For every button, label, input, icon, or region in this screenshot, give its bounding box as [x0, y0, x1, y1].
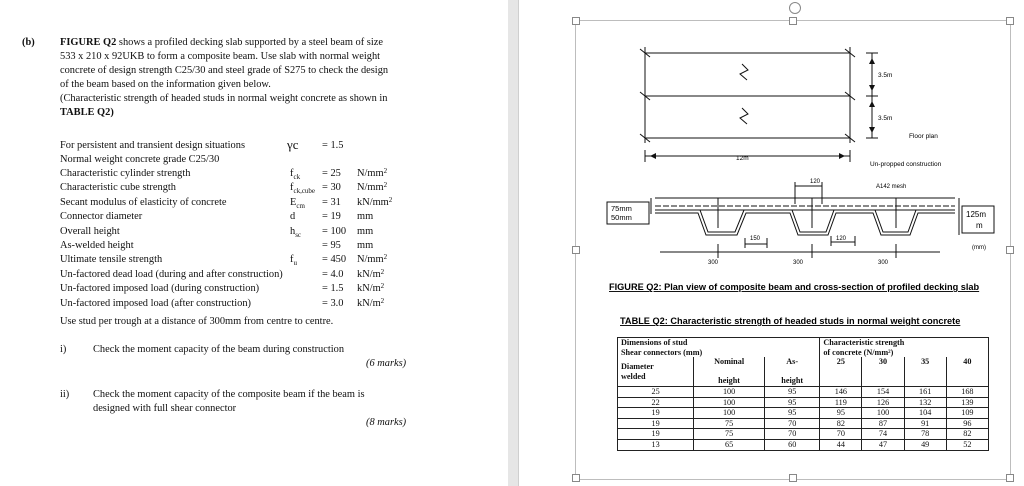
col-height-text: height	[718, 376, 741, 386]
given-unit: mm	[357, 225, 374, 237]
break-mark-1	[740, 64, 748, 80]
total-depth: 125m	[966, 210, 987, 219]
unit-label: (mm)	[972, 245, 986, 251]
table-cell: 146	[820, 386, 862, 397]
table-cell: 91	[904, 418, 946, 429]
grade-40: 40	[946, 357, 988, 386]
table-cell: 78	[904, 429, 946, 440]
total-depth-b: m	[976, 221, 983, 230]
given-symbol: $f_{ck}$	[290, 168, 301, 182]
table-cell: 139	[946, 397, 988, 408]
table-cell: 19	[618, 418, 694, 429]
gamma-c-symbol: γc	[287, 137, 299, 152]
header-strength-text: Characteristic strength	[823, 338, 905, 347]
table-cell: 126	[862, 397, 904, 408]
part-label: (b)	[22, 37, 35, 48]
dim-50mm: 50mm	[611, 213, 632, 222]
given-value: = 1.5	[322, 283, 344, 295]
given-value: = 100	[322, 225, 347, 237]
figure-caption: FIGURE Q2: Plan view of composite beam and cross-section of profiled decking slab	[609, 282, 980, 292]
construction-label: Un-propped construction	[870, 161, 942, 168]
mesh-label: A142 mesh	[876, 184, 907, 190]
table-cell: 104	[904, 408, 946, 419]
table-cell: 95	[820, 408, 862, 419]
given-label: Un-factored dead load (during and after construction)	[60, 268, 283, 280]
task-text-1: Check the moment capacity of the beam during construction	[93, 344, 345, 355]
given-unit: $kN/m^2$	[357, 296, 385, 309]
given-symbol: $f_u$	[290, 254, 297, 268]
given-unit: $kN/m^2$	[357, 282, 385, 295]
table-cell: 82	[946, 429, 988, 440]
given-label: Overall height	[60, 225, 120, 237]
dim-75mm: 75mm	[611, 204, 632, 213]
table-row	[618, 418, 989, 429]
table-cell: 70	[765, 429, 820, 440]
table-caption: TABLE Q2: Characteristic strength of headed studs in normal weight concrete	[620, 316, 961, 326]
col-aswelded	[765, 357, 820, 386]
table-cell: 87	[862, 418, 904, 429]
given-label: Secant modulus of elasticity of concrete	[60, 196, 227, 208]
given-symbol: $E_{cm}$	[290, 196, 305, 210]
given-value: = 25	[322, 168, 341, 179]
task-number-2: ii)	[60, 389, 70, 400]
given-unit: $kN/m^2$	[357, 267, 385, 280]
table-header-row	[618, 338, 989, 358]
given-label: Characteristic cube strength	[60, 182, 176, 194]
floor-plan-arrows	[650, 58, 875, 159]
table-subheader-row	[618, 357, 989, 386]
intro-line-4: (Characteristic strength of headed studs in normal weight concrete as shown in	[60, 93, 388, 104]
given-unit: mm	[357, 211, 374, 223]
persistent-label: For persistent and transient design situations	[60, 140, 245, 151]
given-unit-sup: 2	[383, 253, 388, 262]
plan-span: 12m	[736, 155, 749, 162]
table-cell: 13	[618, 439, 694, 450]
task-marks-2: (8 marks)	[366, 417, 407, 428]
given-value: = 450	[322, 254, 347, 266]
table-cell: 19	[618, 429, 694, 440]
intro-line-2: concrete of design strength C25/30 and steel grade of S275 to check the design	[60, 65, 389, 76]
table-cell: 119	[820, 397, 862, 408]
pitch-3: 300	[878, 260, 889, 266]
given-unit: $N/mm^2$	[357, 253, 388, 266]
intro-line-3: of the beam based on the information given below.	[60, 79, 271, 90]
col-nominal	[694, 357, 765, 386]
intro-line-1: 533 x 210 x 92UKB to form a composite beam. Use slab with normal weight	[60, 51, 381, 62]
given-label: Connector diameter	[60, 211, 143, 223]
table-cell: 47	[862, 439, 904, 450]
table-cell: 25	[618, 386, 694, 397]
given-symbol-sub: u	[293, 259, 297, 268]
table-row	[618, 386, 989, 397]
table-cell: 70	[820, 429, 862, 440]
table-cell: 65	[694, 439, 765, 450]
plan-dim-2: 3.5m	[878, 115, 893, 122]
rib-width: 120	[836, 236, 847, 242]
table-cell: 96	[946, 418, 988, 429]
pitch-1: 300	[708, 260, 719, 266]
given-value: = 19	[322, 211, 341, 223]
intro-line: FIGURE Q2 shows a profiled decking slab supported by a steel beam of size	[60, 37, 383, 48]
table-cell: 52	[946, 439, 988, 450]
col-height2-text: height	[781, 376, 804, 386]
given-unit-sup: 2	[380, 282, 385, 291]
table-cell: 100	[694, 397, 765, 408]
grade-35: 35	[904, 357, 946, 386]
given-unit-sup: 2	[383, 181, 388, 190]
given-unit-sup: 2	[380, 267, 385, 276]
task-marks-1: (6 marks)	[366, 358, 407, 369]
table-row	[618, 397, 989, 408]
task-number-1: i)	[60, 344, 67, 355]
header-shear-text: Shear connectors (mm)	[621, 347, 703, 357]
given-value: = 95	[322, 240, 341, 251]
header-dimensions-text: Dimensions of stud	[621, 338, 688, 347]
col-diameter	[618, 357, 694, 386]
table-cell: 109	[946, 408, 988, 419]
table-cell: 132	[904, 397, 946, 408]
header-strength	[820, 338, 989, 358]
given-unit-sup: 2	[383, 167, 388, 175]
given-unit-sup: 2	[388, 195, 393, 204]
given-value: = 30	[322, 182, 341, 194]
table-cell: 95	[765, 386, 820, 397]
table-cell: 95	[765, 397, 820, 408]
given-symbol: $f_{ck,cube}$	[290, 182, 316, 196]
floor-plan	[640, 47, 878, 162]
given-label: As-welded height	[60, 240, 134, 251]
intro-line-5: TABLE Q2)	[60, 107, 114, 118]
table-cell: 60	[765, 439, 820, 450]
table-cell: 74	[862, 429, 904, 440]
grade-30: 30	[862, 357, 904, 386]
given-unit: $N/mm^2$	[357, 167, 388, 179]
given-label: Un-factored imposed load (during construction)	[60, 283, 260, 295]
stud-spacing-line: Use stud per trough at a distance of 300mm from centre to centre.	[60, 316, 334, 327]
table-cell: 161	[904, 386, 946, 397]
gamma-c-value: = 1.5	[322, 140, 344, 151]
break-mark-2	[740, 108, 748, 124]
given-unit: mm	[357, 240, 374, 251]
table-cell: 82	[820, 418, 862, 429]
given-value: = 4.0	[322, 268, 344, 280]
table-cell: 49	[904, 439, 946, 450]
col-welded-text: welded	[621, 371, 646, 381]
given-symbol-sub: ck,cube	[293, 187, 316, 196]
table-row	[618, 408, 989, 419]
given-unit: $kN/mm^2$	[357, 195, 393, 208]
table-cell: 168	[946, 386, 988, 397]
table-cell: 44	[820, 439, 862, 450]
table-cell: 70	[765, 418, 820, 429]
pitch-2: 300	[793, 260, 804, 266]
profiled-decking-section	[651, 182, 959, 258]
table-cell: 100	[862, 408, 904, 419]
header-concrete-text: of concrete (N/mm²)	[823, 347, 894, 357]
plan-dim-1: 3.5m	[878, 72, 893, 79]
table-cell: 19	[618, 408, 694, 419]
table-cell: 22	[618, 397, 694, 408]
col-diameter-text: Diameter	[621, 361, 654, 371]
given-unit: $N/mm^2$	[357, 181, 388, 194]
given-label: Characteristic cylinder strength	[60, 168, 191, 179]
grade-25: 25	[820, 357, 862, 386]
task-text-2: Check the moment capacity of the composite beam if the beam is	[93, 389, 365, 400]
intro-line-0: shows a profiled decking slab supported by a steel beam of size	[118, 37, 383, 48]
given-symbol-sub: cm	[296, 201, 305, 210]
task-text-2b: designed with full shear connector	[93, 403, 237, 414]
given-symbol: $h_{sc}$	[290, 225, 302, 239]
given-label: Ultimate tensile strength	[60, 254, 163, 266]
given-value: = 31	[322, 196, 341, 208]
table-cell: 75	[694, 429, 765, 440]
table-cell: 95	[765, 408, 820, 419]
given-symbol-sub: sc	[295, 230, 302, 239]
grade-line: Normal weight concrete grade C25/30	[60, 154, 220, 165]
given-symbol: d	[290, 211, 296, 223]
given-label: Un-factored imposed load (after construction)	[60, 297, 251, 309]
given-symbol-sub: ck	[293, 173, 301, 182]
section-top-rib: 120	[810, 179, 821, 185]
header-dimensions	[618, 338, 820, 358]
floor-plan-label: Floor plan	[909, 133, 938, 140]
trough-width: 150	[750, 236, 761, 242]
table-cell: 100	[694, 408, 765, 419]
table-row	[618, 429, 989, 440]
col-nominal-text: Nominal	[714, 357, 745, 367]
col-aswelded-text: As-	[786, 357, 799, 367]
table-cell: 100	[694, 386, 765, 397]
table-row	[618, 439, 989, 450]
given-unit-sup: 2	[380, 296, 385, 305]
table-cell: 75	[694, 418, 765, 429]
given-value: = 3.0	[322, 297, 344, 309]
stud-strength-table	[617, 337, 989, 451]
table-cell: 154	[862, 386, 904, 397]
